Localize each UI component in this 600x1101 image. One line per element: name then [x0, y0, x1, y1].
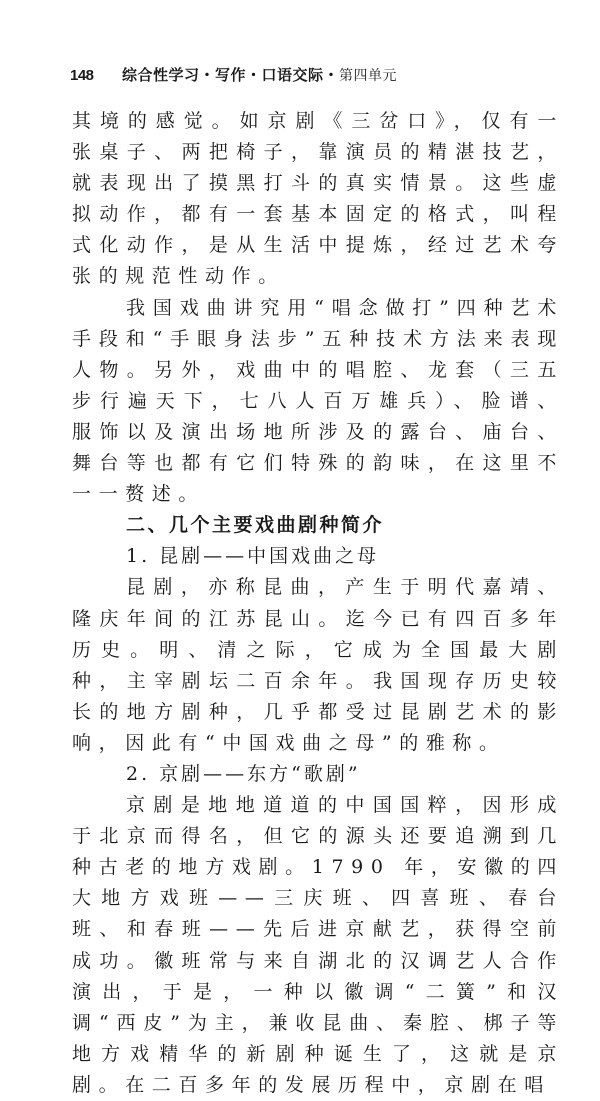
page-header [70, 64, 397, 86]
unit-label: 第四单元 [339, 68, 398, 84]
running-title-text: 综合性学习・写作・口语交际・ [122, 67, 340, 84]
page-number: 148 [70, 67, 94, 84]
paragraph-kunqu: 昆剧，亦称昆曲，产生于明代嘉靖、隆庆年间的江苏昆山。迄今已有四百多年历史。明、清之际，它成为全国最大剧种，主宰剧坛二百余年。我国现存历史较长的地方剧种，几乎都受过昆剧艺术的影响，因此有“中国戏曲之母”的雅称。 [72, 576, 564, 754]
paragraph-peking-opera: 京剧是地地道道的中国国粹，因形成于北京而得名，但它的源头还要追溯到几种古老的地方戏剧。1790 年，安徽的四大地方戏班——三庆班、四喜班、春台班、和春班——先后进京献艺，获得空前成功。徽班常与来自湖北的汉调艺人合作演出，于是，一种以徽调“二簧”和汉调“西皮”为主，兼收昆曲、秦腔、梆子等地方戏精华的新剧种诞生了，这就是京剧。在二百多年的发展历程中，京剧在唱 [72, 794, 564, 1096]
subheading-peking-opera: 2. 京剧——东方“歌剧” [126, 762, 361, 785]
section-heading: 二、几个主要戏曲剧种简介 [126, 514, 385, 537]
paragraph-continuation: 其境的感觉。如京剧《三岔口》，仅有一张桌子、两把椅子，靠演员的精湛技艺，就表现出了摸黑打斗的真实情景。这些虚拟动作，都有一套基本固定的格式，叫程式化动作，是从生活中提炼，经过艺术夸张的规范性动作。 [72, 110, 564, 288]
page-body [72, 106, 564, 1101]
running-title [122, 64, 397, 85]
paragraph-performance-methods: 我国戏曲讲究用“唱念做打”四种艺术手段和“手眼身法步”五种技术方法来表现人物。另外，戏曲中的唱腔、龙套（三五步行遍天下，七八人百万雄兵）、脸谱、服饰以及演出场地所涉及的露台、庙台、舞台等也都有它们特殊的韵味，在这里不一一赘述。 [72, 296, 564, 506]
subheading-kunqu: 1. 昆剧——中国戏曲之母 [126, 545, 380, 568]
